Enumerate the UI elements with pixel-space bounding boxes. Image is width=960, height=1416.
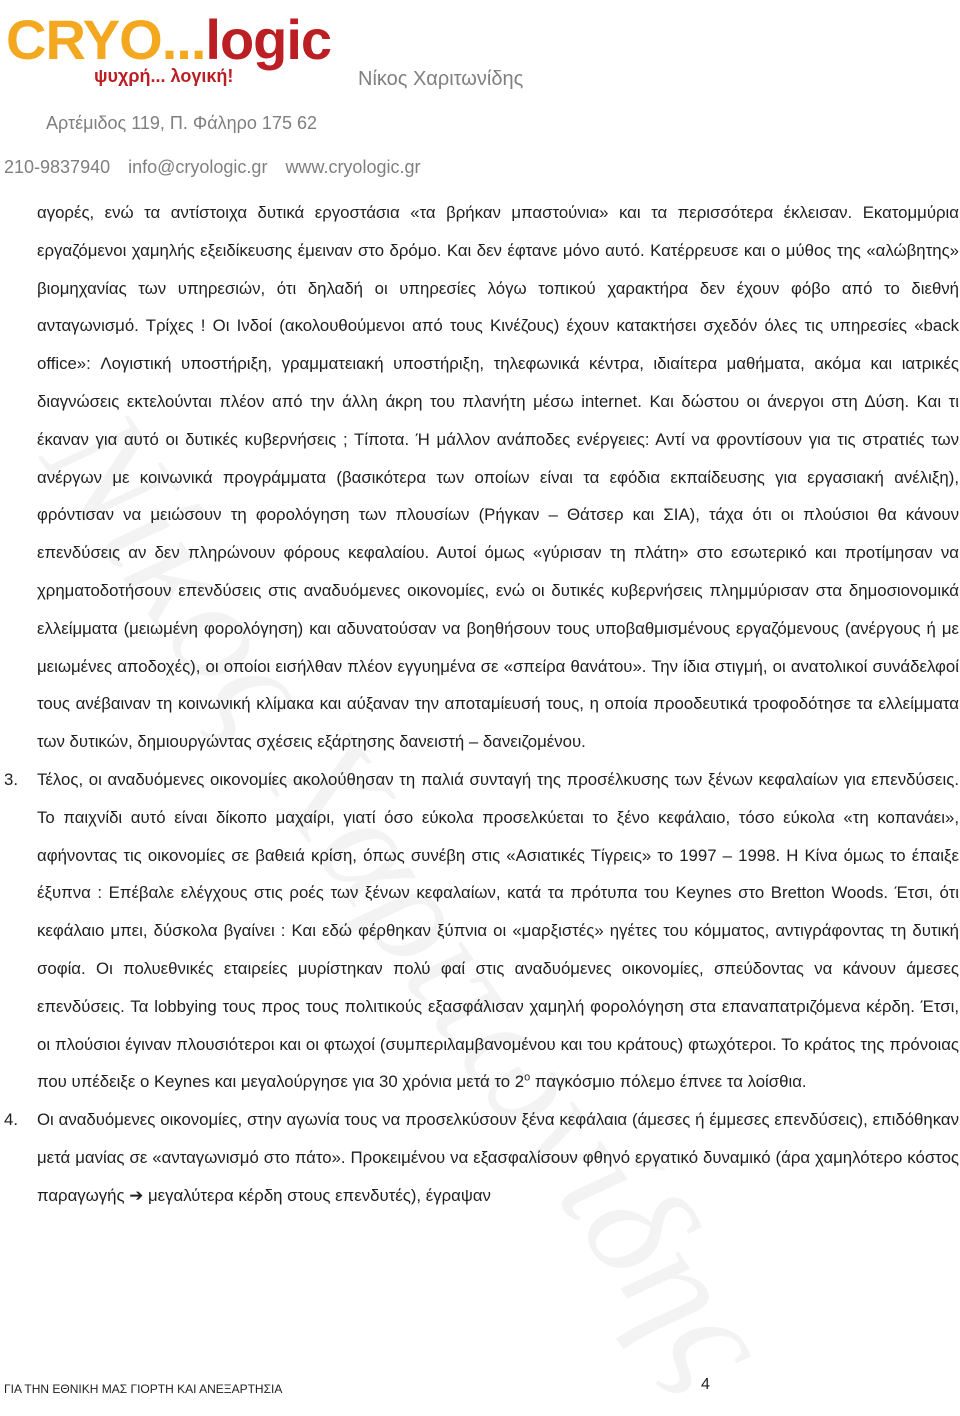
address: Αρτέμιδος 119, Π. Φάληρο 175 62	[46, 113, 317, 133]
footer-title: ΓΙΑ ΤΗΝ ΕΘΝΙΚΗ ΜΑΣ ΓΙΟΡΤΗ ΚΑΙ ΑΝΕΞΑΡΤΗΣΙΑ	[4, 1382, 283, 1396]
paragraph: αγορές, ενώ τα αντίστοιχα δυτικά εργοστάσια «τα βρήκαν μπαστούνια» και τα περισσότερα έκλεισαν. Εκατομμύρια εργαζόμενοι χαμηλής εξειδίκευσης έμειναν στο δρόμο. Και δεν έφτανε μόνο αυτό. Κατέρρευσε και ο μύθος της «αλώβητης» βιομηχανίας των υπηρεσιών, ότι δηλαδή οι υπηρεσίες λόγω τοπικού χαρακτήρα δεν έχουν φόβο από το διεθνή ανταγωνισμό. Τρίχες ! Οι Ινδοί (ακολουθούμενοι από τους Κινέζους) έχουν κατακτήσει σχεδόν όλες τις υπηρεσίες «back office»: Λογιστική υποστήριξη, γραμματειακή υποστήριξη, τηλεφωνικά κέντρα, ιδιαίτερα μαθήματα, ακόμα και ιατρικές διαγνώσεις εκτελούνται πλέον από την άλλη άκρη του πλανήτη μέσω internet. Και δώστου οι άνεργοι στη Δύση. Και τι έκαναν για αυτό οι δυτικές κυβερνήσεις ; Τίποτα. Ή μάλλον ανάποδες ενέργειες: Αντί να φροντίσουν για τις στρατιές των ανέργων με κοινωνικά προγράμματα (βασικότερα των οποίων είναι τα εφόδια εκπαίδευσης για εργασιακή ανέλιξη), φρόντισαν να μειώσουν τη φορολόγηση των πλουσίων (Ρήγκαν – Θάτσερ και ΣΙΑ), τάχα ότι οι πλούσιοι θα κάνουν επενδύσεις αν δεν πληρώνουν φόρους κεφαλαίου. Αυτοί όμως «γύρισαν τη πλάτη» στο εσωτερικό και προτίμησαν να χρηματοδοτήσουν επενδύσεις στις αναδυόμενες οικονομίες, ενώ οι δυτικές κυβερνήσεις πλημμύρισαν στα δημοσιονομικά ελλείμματα (μειωμένη φορολόγηση) και αδυνατούσαν να βοηθήσουν τους υποβαθμισμένους εργαζόμενους (ανέργους ή με μειωμένες αποδοχές), οι οποίοι εισήλθαν πλέον εγγυημένα σε «σπείρα θανάτου». Την ίδια στιγμή, οι ανατολικοί συνάδελφοί τους ανέβαιναν τη κοινωνική κλίμακα και αύξαναν την αποταμίευσή τους, η οποία προοδευτικά τροφοδότησε τα ελλείμματα των δυτικών, δημιουργώντας σχέσεις εξάρτησης δανειστή – δανειζομένου.	[37, 203, 959, 752]
list-number: 4.	[4, 1110, 18, 1130]
logo-wordmark	[6, 10, 331, 70]
phone: 210-9837940	[4, 157, 111, 177]
list-number: 3.	[4, 769, 18, 789]
list-item-3	[4, 761, 959, 1101]
text-run: Τέλος, οι αναδυόμενες οικονομίες ακολούθησαν τη παλιά συνταγή της προσέλκυσης των ξένων κεφαλαίων για επενδύσεις. Το παιχνίδι αυτό είναι δίκοπο μαχαίρι, γιατί όσο εύκολα προσελκύεται το ξένο κεφάλαιο, τόσο εύκολα «τη κοπανάει», αφήνοντας τις οικονομίες σε βαθειά κρίση, όπως συνέβη στις «Ασιατικές Τίγρεις» το 1997 – 1998. Η Κίνα όμως το έπαιξε έξυπνα : Επέβαλε ελέγχους στις ροές των ξένων κεφαλαίων, κατά τα πρότυπα του Keynes στο Bretton Woods. Έτσι, ότι κεφάλαιο μπει, δύσκολα βγαίνει : Και εδώ φέρθηκαν ξύπνια οι «μαρξιστές» ηγέτες του κόμματος, αντιγράφοντας τη δυτική σοφία. Οι πολυεθνικές εταιρείες μυρίστηκαν πολύ φαί στις αναδυόμενες οικονομίες, σπεύδοντας να κάνουν άμεσες επενδύσεις. Τα lobbying τους προς τους πολιτικούς εξασφάλισαν χαμηλή φορολόγηση στα επαναπατριζόμενα κέρδη. Έτσι, οι πλούσιοι έγιναν πλουσιότεροι και οι φτωχοί (συμπεριλαμβανομένου και του κράτους) φτωχότεροι. Το κράτος της πρόνοιας που υπέδειξε ο Keynes και μεγαλούργησε για 30 χρόνια μετά το 2	[37, 769, 959, 1092]
superscript: ο	[524, 1071, 531, 1084]
email-link[interactable]: info@cryologic.gr	[128, 157, 268, 177]
contact-line	[4, 157, 438, 178]
list-item-text	[37, 761, 959, 1101]
document-body	[4, 194, 959, 1215]
text-run: Οι αναδυόμενες οικονομίες, στην αγωνία τους να προσελκύσουν ξένα κεφάλαια (άμεσες ή έμμεσες επενδύσεις), επιδόθηκαν μετά μανίας σε «ανταγωνισμό στο πάτο». Προκειμένου να εξασφαλίσουν φθηνό εργατικό δυναμικό (άρα χαμηλότερο κόστος παραγωγής	[37, 1110, 959, 1205]
page-number: 4	[701, 1376, 710, 1393]
logo-part-1: CRYO...	[6, 8, 206, 71]
website-link[interactable]: www.cryologic.gr	[285, 157, 421, 177]
list-item-4	[4, 1101, 959, 1214]
logo-part-2: logic	[205, 8, 332, 71]
author-name: Νίκος Χαριτωνίδης	[358, 68, 524, 90]
logo-tagline: ψυχρή... λογική!	[94, 66, 234, 86]
cryologic-logo	[4, 2, 344, 88]
page-header	[0, 0, 960, 190]
text-run: μεγαλύτερα κέρδη στους επενδυτές), έγραψαν	[143, 1185, 491, 1205]
list-item-text	[37, 1101, 959, 1214]
arrow-icon: ➔	[129, 1185, 144, 1205]
text-run: παγκόσμιο πόλεμο έπνεε τα λοίσθια.	[530, 1072, 807, 1092]
